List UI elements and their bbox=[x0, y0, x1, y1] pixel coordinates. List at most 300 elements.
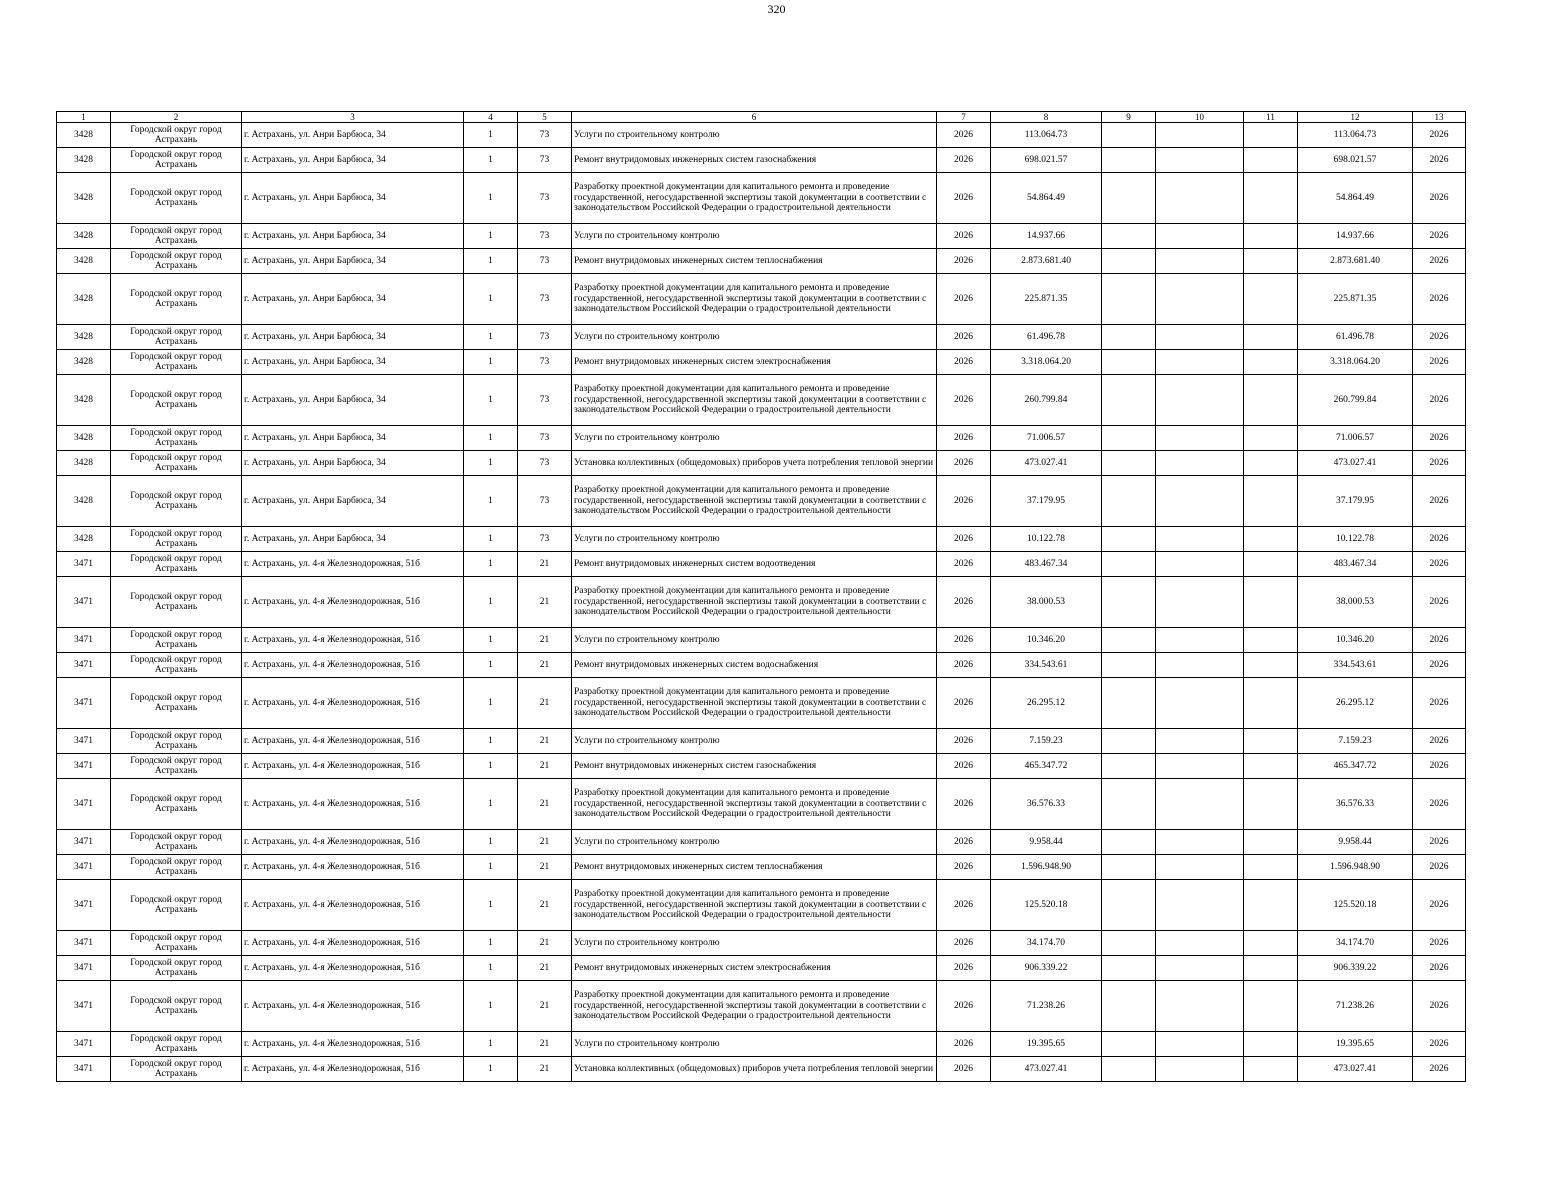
object-id-cell: 3428 bbox=[57, 224, 111, 249]
col4-cell: 1 bbox=[464, 325, 518, 350]
col4-cell: 1 bbox=[464, 729, 518, 754]
col5-cell: 73 bbox=[518, 224, 572, 249]
municipality-cell: Городской округ город Астрахань bbox=[111, 956, 242, 981]
col11-cell bbox=[1244, 552, 1298, 577]
object-id-cell: 3428 bbox=[57, 375, 111, 426]
object-id-cell: 3471 bbox=[57, 1057, 111, 1082]
completion-year-cell: 2026 bbox=[1413, 148, 1466, 173]
municipality-cell: Городской округ город Астрахань bbox=[111, 678, 242, 729]
cost-cell: 10.122.78 bbox=[991, 527, 1102, 552]
municipality-cell: Городской округ город Астрахань bbox=[111, 981, 242, 1032]
col5-cell: 21 bbox=[518, 931, 572, 956]
year-cell: 2026 bbox=[937, 754, 991, 779]
total-cost-cell: 483.467.34 bbox=[1298, 552, 1413, 577]
table-row bbox=[57, 729, 1466, 754]
cost-cell: 465.347.72 bbox=[991, 754, 1102, 779]
year-cell: 2026 bbox=[937, 729, 991, 754]
completion-year-cell: 2026 bbox=[1413, 628, 1466, 653]
total-cost-cell: 698.021.57 bbox=[1298, 148, 1413, 173]
completion-year-cell: 2026 bbox=[1413, 350, 1466, 375]
municipality-cell: Городской округ город Астрахань bbox=[111, 476, 242, 527]
col9-cell bbox=[1102, 754, 1156, 779]
table-row bbox=[57, 880, 1466, 931]
year-cell: 2026 bbox=[937, 173, 991, 224]
table-row bbox=[57, 577, 1466, 628]
col11-cell bbox=[1244, 577, 1298, 628]
table-row bbox=[57, 653, 1466, 678]
year-cell: 2026 bbox=[937, 880, 991, 931]
municipality-cell: Городской округ город Астрахань bbox=[111, 552, 242, 577]
col10-cell bbox=[1156, 628, 1244, 653]
col9-cell bbox=[1102, 552, 1156, 577]
address-cell: г. Астрахань, ул. Анри Барбюса, 34 bbox=[242, 224, 464, 249]
col10-cell bbox=[1156, 123, 1244, 148]
col9-cell bbox=[1102, 1032, 1156, 1057]
total-cost-cell: 26.295.12 bbox=[1298, 678, 1413, 729]
work-type-cell: Ремонт внутридомовых инженерных систем теплоснабжения bbox=[572, 249, 937, 274]
col10-cell bbox=[1156, 729, 1244, 754]
col9-cell bbox=[1102, 350, 1156, 375]
address-cell: г. Астрахань, ул. Анри Барбюса, 34 bbox=[242, 249, 464, 274]
col10-cell bbox=[1156, 855, 1244, 880]
completion-year-cell: 2026 bbox=[1413, 527, 1466, 552]
cost-cell: 34.174.70 bbox=[991, 931, 1102, 956]
col4-cell: 1 bbox=[464, 527, 518, 552]
total-cost-cell: 2.873.681.40 bbox=[1298, 249, 1413, 274]
col10-cell bbox=[1156, 779, 1244, 830]
object-id-cell: 3428 bbox=[57, 325, 111, 350]
col10-cell bbox=[1156, 451, 1244, 476]
column-header: 5 bbox=[518, 112, 572, 123]
completion-year-cell: 2026 bbox=[1413, 1032, 1466, 1057]
col10-cell bbox=[1156, 476, 1244, 527]
address-cell: г. Астрахань, ул. Анри Барбюса, 34 bbox=[242, 350, 464, 375]
col9-cell bbox=[1102, 173, 1156, 224]
col10-cell bbox=[1156, 830, 1244, 855]
col11-cell bbox=[1244, 249, 1298, 274]
completion-year-cell: 2026 bbox=[1413, 577, 1466, 628]
col9-cell bbox=[1102, 123, 1156, 148]
col4-cell: 1 bbox=[464, 375, 518, 426]
table-row bbox=[57, 350, 1466, 375]
col5-cell: 73 bbox=[518, 274, 572, 325]
total-cost-cell: 10.122.78 bbox=[1298, 527, 1413, 552]
table-row bbox=[57, 527, 1466, 552]
column-number-header-row bbox=[57, 112, 1466, 123]
municipality-cell: Городской округ город Астрахань bbox=[111, 729, 242, 754]
col9-cell bbox=[1102, 577, 1156, 628]
address-cell: г. Астрахань, ул. Анри Барбюса, 34 bbox=[242, 274, 464, 325]
work-type-cell: Разработку проектной документации для капитального ремонта и проведение государственной, негосударственной экспертизы такой документации в соответствии с законодательством Российской Федерации о градостроительной деятельности bbox=[572, 779, 937, 830]
col5-cell: 21 bbox=[518, 653, 572, 678]
year-cell: 2026 bbox=[937, 855, 991, 880]
col10-cell bbox=[1156, 148, 1244, 173]
col5-cell: 21 bbox=[518, 855, 572, 880]
address-cell: г. Астрахань, ул. 4-я Железнодорожная, 51б bbox=[242, 678, 464, 729]
object-id-cell: 3428 bbox=[57, 426, 111, 451]
col4-cell: 1 bbox=[464, 855, 518, 880]
table-row bbox=[57, 375, 1466, 426]
municipality-cell: Городской округ город Астрахань bbox=[111, 350, 242, 375]
col11-cell bbox=[1244, 375, 1298, 426]
address-cell: г. Астрахань, ул. Анри Барбюса, 34 bbox=[242, 123, 464, 148]
table-row bbox=[57, 931, 1466, 956]
table-row bbox=[57, 830, 1466, 855]
total-cost-cell: 61.496.78 bbox=[1298, 325, 1413, 350]
col10-cell bbox=[1156, 931, 1244, 956]
cost-cell: 54.864.49 bbox=[991, 173, 1102, 224]
work-type-cell: Разработку проектной документации для капитального ремонта и проведение государственной, негосударственной экспертизы такой документации в соответствии с законодательством Российской Федерации о градостроительной деятельности bbox=[572, 476, 937, 527]
total-cost-cell: 71.238.26 bbox=[1298, 981, 1413, 1032]
completion-year-cell: 2026 bbox=[1413, 123, 1466, 148]
municipality-cell: Городской округ город Астрахань bbox=[111, 577, 242, 628]
completion-year-cell: 2026 bbox=[1413, 729, 1466, 754]
municipality-cell: Городской округ город Астрахань bbox=[111, 779, 242, 830]
col4-cell: 1 bbox=[464, 426, 518, 451]
col4-cell: 1 bbox=[464, 754, 518, 779]
year-cell: 2026 bbox=[937, 123, 991, 148]
table-row bbox=[57, 173, 1466, 224]
col4-cell: 1 bbox=[464, 123, 518, 148]
col10-cell bbox=[1156, 350, 1244, 375]
total-cost-cell: 7.159.23 bbox=[1298, 729, 1413, 754]
col9-cell bbox=[1102, 476, 1156, 527]
work-type-cell: Ремонт внутридомовых инженерных систем водоотведения bbox=[572, 552, 937, 577]
table-row bbox=[57, 956, 1466, 981]
completion-year-cell: 2026 bbox=[1413, 855, 1466, 880]
object-id-cell: 3471 bbox=[57, 577, 111, 628]
col4-cell: 1 bbox=[464, 1057, 518, 1082]
col5-cell: 73 bbox=[518, 375, 572, 426]
col5-cell: 73 bbox=[518, 350, 572, 375]
work-type-cell: Ремонт внутридомовых инженерных систем газоснабжения bbox=[572, 754, 937, 779]
col10-cell bbox=[1156, 577, 1244, 628]
table-row bbox=[57, 981, 1466, 1032]
address-cell: г. Астрахань, ул. 4-я Железнодорожная, 51б bbox=[242, 653, 464, 678]
municipality-cell: Городской округ город Астрахань bbox=[111, 325, 242, 350]
address-cell: г. Астрахань, ул. Анри Барбюса, 34 bbox=[242, 476, 464, 527]
address-cell: г. Астрахань, ул. 4-я Железнодорожная, 51б bbox=[242, 931, 464, 956]
column-header: 4 bbox=[464, 112, 518, 123]
col9-cell bbox=[1102, 375, 1156, 426]
year-cell: 2026 bbox=[937, 451, 991, 476]
completion-year-cell: 2026 bbox=[1413, 249, 1466, 274]
cost-cell: 26.295.12 bbox=[991, 678, 1102, 729]
work-type-cell: Разработку проектной документации для капитального ремонта и проведение государственной, негосударственной экспертизы такой документации в соответствии с законодательством Российской Федерации о градостроительной деятельности bbox=[572, 173, 937, 224]
cost-cell: 1.596.948.90 bbox=[991, 855, 1102, 880]
col5-cell: 21 bbox=[518, 830, 572, 855]
col9-cell bbox=[1102, 729, 1156, 754]
col4-cell: 1 bbox=[464, 653, 518, 678]
work-type-cell: Услуги по строительному контролю bbox=[572, 729, 937, 754]
col11-cell bbox=[1244, 754, 1298, 779]
column-header: 8 bbox=[991, 112, 1102, 123]
year-cell: 2026 bbox=[937, 476, 991, 527]
col10-cell bbox=[1156, 1057, 1244, 1082]
repair-program-table bbox=[56, 111, 1466, 1082]
col11-cell bbox=[1244, 956, 1298, 981]
work-type-cell: Разработку проектной документации для капитального ремонта и проведение государственной, негосударственной экспертизы такой документации в соответствии с законодательством Российской Федерации о градостроительной деятельности bbox=[572, 375, 937, 426]
year-cell: 2026 bbox=[937, 956, 991, 981]
col5-cell: 21 bbox=[518, 552, 572, 577]
object-id-cell: 3471 bbox=[57, 552, 111, 577]
col11-cell bbox=[1244, 451, 1298, 476]
completion-year-cell: 2026 bbox=[1413, 173, 1466, 224]
year-cell: 2026 bbox=[937, 325, 991, 350]
cost-cell: 71.238.26 bbox=[991, 981, 1102, 1032]
cost-cell: 37.179.95 bbox=[991, 476, 1102, 527]
municipality-cell: Городской округ город Астрахань bbox=[111, 855, 242, 880]
completion-year-cell: 2026 bbox=[1413, 830, 1466, 855]
col5-cell: 73 bbox=[518, 451, 572, 476]
table-row bbox=[57, 855, 1466, 880]
col11-cell bbox=[1244, 148, 1298, 173]
col11-cell bbox=[1244, 653, 1298, 678]
total-cost-cell: 906.339.22 bbox=[1298, 956, 1413, 981]
col4-cell: 1 bbox=[464, 628, 518, 653]
cost-cell: 260.799.84 bbox=[991, 375, 1102, 426]
column-header: 3 bbox=[242, 112, 464, 123]
col5-cell: 73 bbox=[518, 476, 572, 527]
total-cost-cell: 34.174.70 bbox=[1298, 931, 1413, 956]
col5-cell: 21 bbox=[518, 678, 572, 729]
col5-cell: 73 bbox=[518, 527, 572, 552]
object-id-cell: 3471 bbox=[57, 754, 111, 779]
completion-year-cell: 2026 bbox=[1413, 779, 1466, 830]
column-header: 10 bbox=[1156, 112, 1244, 123]
completion-year-cell: 2026 bbox=[1413, 552, 1466, 577]
completion-year-cell: 2026 bbox=[1413, 1057, 1466, 1082]
cost-cell: 71.006.57 bbox=[991, 426, 1102, 451]
cost-cell: 14.937.66 bbox=[991, 224, 1102, 249]
address-cell: г. Астрахань, ул. 4-я Железнодорожная, 51б bbox=[242, 880, 464, 931]
table-row bbox=[57, 628, 1466, 653]
work-type-cell: Ремонт внутридомовых инженерных систем электроснабжения bbox=[572, 956, 937, 981]
completion-year-cell: 2026 bbox=[1413, 476, 1466, 527]
year-cell: 2026 bbox=[937, 350, 991, 375]
work-type-cell: Установка коллективных (общедомовых) приборов учета потребления тепловой энергии bbox=[572, 451, 937, 476]
col5-cell: 21 bbox=[518, 628, 572, 653]
total-cost-cell: 19.395.65 bbox=[1298, 1032, 1413, 1057]
completion-year-cell: 2026 bbox=[1413, 678, 1466, 729]
year-cell: 2026 bbox=[937, 1057, 991, 1082]
col11-cell bbox=[1244, 729, 1298, 754]
object-id-cell: 3428 bbox=[57, 350, 111, 375]
col11-cell bbox=[1244, 779, 1298, 830]
col11-cell bbox=[1244, 981, 1298, 1032]
col11-cell bbox=[1244, 1057, 1298, 1082]
year-cell: 2026 bbox=[937, 628, 991, 653]
table-row bbox=[57, 1057, 1466, 1082]
col5-cell: 21 bbox=[518, 729, 572, 754]
completion-year-cell: 2026 bbox=[1413, 956, 1466, 981]
col4-cell: 1 bbox=[464, 476, 518, 527]
work-type-cell: Услуги по строительному контролю bbox=[572, 224, 937, 249]
col10-cell bbox=[1156, 754, 1244, 779]
address-cell: г. Астрахань, ул. 4-я Железнодорожная, 51б bbox=[242, 552, 464, 577]
col9-cell bbox=[1102, 249, 1156, 274]
municipality-cell: Городской округ город Астрахань bbox=[111, 451, 242, 476]
col4-cell: 1 bbox=[464, 830, 518, 855]
object-id-cell: 3471 bbox=[57, 729, 111, 754]
col10-cell bbox=[1156, 249, 1244, 274]
completion-year-cell: 2026 bbox=[1413, 375, 1466, 426]
column-header: 2 bbox=[111, 112, 242, 123]
address-cell: г. Астрахань, ул. 4-я Железнодорожная, 51б bbox=[242, 1032, 464, 1057]
total-cost-cell: 465.347.72 bbox=[1298, 754, 1413, 779]
col4-cell: 1 bbox=[464, 981, 518, 1032]
col4-cell: 1 bbox=[464, 350, 518, 375]
column-header: 11 bbox=[1244, 112, 1298, 123]
total-cost-cell: 113.064.73 bbox=[1298, 123, 1413, 148]
col5-cell: 73 bbox=[518, 148, 572, 173]
col11-cell bbox=[1244, 830, 1298, 855]
table-row bbox=[57, 779, 1466, 830]
work-type-cell: Разработку проектной документации для капитального ремонта и проведение государственной, негосударственной экспертизы такой документации в соответствии с законодательством Российской Федерации о градостроительной деятельности bbox=[572, 981, 937, 1032]
col9-cell bbox=[1102, 956, 1156, 981]
col9-cell bbox=[1102, 451, 1156, 476]
col11-cell bbox=[1244, 1032, 1298, 1057]
col9-cell bbox=[1102, 628, 1156, 653]
col9-cell bbox=[1102, 880, 1156, 931]
work-type-cell: Разработку проектной документации для капитального ремонта и проведение государственной, негосударственной экспертизы такой документации в соответствии с законодательством Российской Федерации о градостроительной деятельности bbox=[572, 880, 937, 931]
cost-cell: 10.346.20 bbox=[991, 628, 1102, 653]
municipality-cell: Городской округ город Астрахань bbox=[111, 527, 242, 552]
completion-year-cell: 2026 bbox=[1413, 880, 1466, 931]
col4-cell: 1 bbox=[464, 249, 518, 274]
col10-cell bbox=[1156, 653, 1244, 678]
table-row bbox=[57, 754, 1466, 779]
col4-cell: 1 bbox=[464, 224, 518, 249]
cost-cell: 113.064.73 bbox=[991, 123, 1102, 148]
col5-cell: 21 bbox=[518, 956, 572, 981]
col9-cell bbox=[1102, 274, 1156, 325]
col10-cell bbox=[1156, 552, 1244, 577]
table-row bbox=[57, 274, 1466, 325]
municipality-cell: Городской округ город Астрахань bbox=[111, 754, 242, 779]
municipality-cell: Городской округ город Астрахань bbox=[111, 274, 242, 325]
object-id-cell: 3428 bbox=[57, 148, 111, 173]
col5-cell: 73 bbox=[518, 426, 572, 451]
completion-year-cell: 2026 bbox=[1413, 426, 1466, 451]
object-id-cell: 3471 bbox=[57, 956, 111, 981]
cost-cell: 473.027.41 bbox=[991, 451, 1102, 476]
total-cost-cell: 125.520.18 bbox=[1298, 880, 1413, 931]
address-cell: г. Астрахань, ул. Анри Барбюса, 34 bbox=[242, 173, 464, 224]
work-type-cell: Ремонт внутридомовых инженерных систем водоснабжения bbox=[572, 653, 937, 678]
col4-cell: 1 bbox=[464, 577, 518, 628]
column-header: 9 bbox=[1102, 112, 1156, 123]
municipality-cell: Городской округ город Астрахань bbox=[111, 880, 242, 931]
year-cell: 2026 bbox=[937, 527, 991, 552]
table-row bbox=[57, 451, 1466, 476]
page-number: 320 bbox=[767, 2, 786, 16]
municipality-cell: Городской округ город Астрахань bbox=[111, 1057, 242, 1082]
completion-year-cell: 2026 bbox=[1413, 224, 1466, 249]
total-cost-cell: 10.346.20 bbox=[1298, 628, 1413, 653]
object-id-cell: 3428 bbox=[57, 123, 111, 148]
total-cost-cell: 473.027.41 bbox=[1298, 451, 1413, 476]
col9-cell bbox=[1102, 678, 1156, 729]
col10-cell bbox=[1156, 173, 1244, 224]
cost-cell: 225.871.35 bbox=[991, 274, 1102, 325]
cost-cell: 19.395.65 bbox=[991, 1032, 1102, 1057]
total-cost-cell: 71.006.57 bbox=[1298, 426, 1413, 451]
col10-cell bbox=[1156, 981, 1244, 1032]
col4-cell: 1 bbox=[464, 1032, 518, 1057]
col10-cell bbox=[1156, 1032, 1244, 1057]
col4-cell: 1 bbox=[464, 148, 518, 173]
address-cell: г. Астрахань, ул. 4-я Железнодорожная, 51б bbox=[242, 729, 464, 754]
col9-cell bbox=[1102, 830, 1156, 855]
object-id-cell: 3471 bbox=[57, 779, 111, 830]
col9-cell bbox=[1102, 527, 1156, 552]
col5-cell: 73 bbox=[518, 249, 572, 274]
col4-cell: 1 bbox=[464, 451, 518, 476]
completion-year-cell: 2026 bbox=[1413, 754, 1466, 779]
col5-cell: 21 bbox=[518, 1057, 572, 1082]
year-cell: 2026 bbox=[937, 678, 991, 729]
col9-cell bbox=[1102, 1057, 1156, 1082]
col4-cell: 1 bbox=[464, 552, 518, 577]
address-cell: г. Астрахань, ул. Анри Барбюса, 34 bbox=[242, 325, 464, 350]
column-header: 13 bbox=[1413, 112, 1466, 123]
col5-cell: 21 bbox=[518, 577, 572, 628]
object-id-cell: 3428 bbox=[57, 173, 111, 224]
object-id-cell: 3428 bbox=[57, 476, 111, 527]
col9-cell bbox=[1102, 224, 1156, 249]
municipality-cell: Городской округ город Астрахань bbox=[111, 375, 242, 426]
year-cell: 2026 bbox=[937, 249, 991, 274]
address-cell: г. Астрахань, ул. Анри Барбюса, 34 bbox=[242, 148, 464, 173]
total-cost-cell: 37.179.95 bbox=[1298, 476, 1413, 527]
col10-cell bbox=[1156, 678, 1244, 729]
total-cost-cell: 54.864.49 bbox=[1298, 173, 1413, 224]
total-cost-cell: 38.000.53 bbox=[1298, 577, 1413, 628]
col9-cell bbox=[1102, 779, 1156, 830]
year-cell: 2026 bbox=[937, 426, 991, 451]
year-cell: 2026 bbox=[937, 552, 991, 577]
cost-cell: 125.520.18 bbox=[991, 880, 1102, 931]
address-cell: г. Астрахань, ул. Анри Барбюса, 34 bbox=[242, 451, 464, 476]
work-type-cell: Разработку проектной документации для капитального ремонта и проведение государственной, негосударственной экспертизы такой документации в соответствии с законодательством Российской Федерации о градостроительной деятельности bbox=[572, 577, 937, 628]
object-id-cell: 3428 bbox=[57, 249, 111, 274]
table-row bbox=[57, 552, 1466, 577]
year-cell: 2026 bbox=[937, 1032, 991, 1057]
address-cell: г. Астрахань, ул. 4-я Железнодорожная, 51б bbox=[242, 754, 464, 779]
table-row bbox=[57, 224, 1466, 249]
cost-cell: 38.000.53 bbox=[991, 577, 1102, 628]
col5-cell: 21 bbox=[518, 880, 572, 931]
address-cell: г. Астрахань, ул. 4-я Железнодорожная, 51б bbox=[242, 1057, 464, 1082]
address-cell: г. Астрахань, ул. Анри Барбюса, 34 bbox=[242, 426, 464, 451]
col11-cell bbox=[1244, 325, 1298, 350]
address-cell: г. Астрахань, ул. 4-я Железнодорожная, 51б bbox=[242, 779, 464, 830]
col10-cell bbox=[1156, 956, 1244, 981]
completion-year-cell: 2026 bbox=[1413, 451, 1466, 476]
municipality-cell: Городской округ город Астрахань bbox=[111, 148, 242, 173]
col11-cell bbox=[1244, 224, 1298, 249]
col11-cell bbox=[1244, 426, 1298, 451]
col10-cell bbox=[1156, 224, 1244, 249]
col10-cell bbox=[1156, 274, 1244, 325]
col10-cell bbox=[1156, 527, 1244, 552]
work-type-cell: Разработку проектной документации для капитального ремонта и проведение государственной, негосударственной экспертизы такой документации в соответствии с законодательством Российской Федерации о градостроительной деятельности bbox=[572, 678, 937, 729]
address-cell: г. Астрахань, ул. 4-я Железнодорожная, 51б bbox=[242, 577, 464, 628]
col5-cell: 73 bbox=[518, 173, 572, 224]
year-cell: 2026 bbox=[937, 830, 991, 855]
year-cell: 2026 bbox=[937, 577, 991, 628]
